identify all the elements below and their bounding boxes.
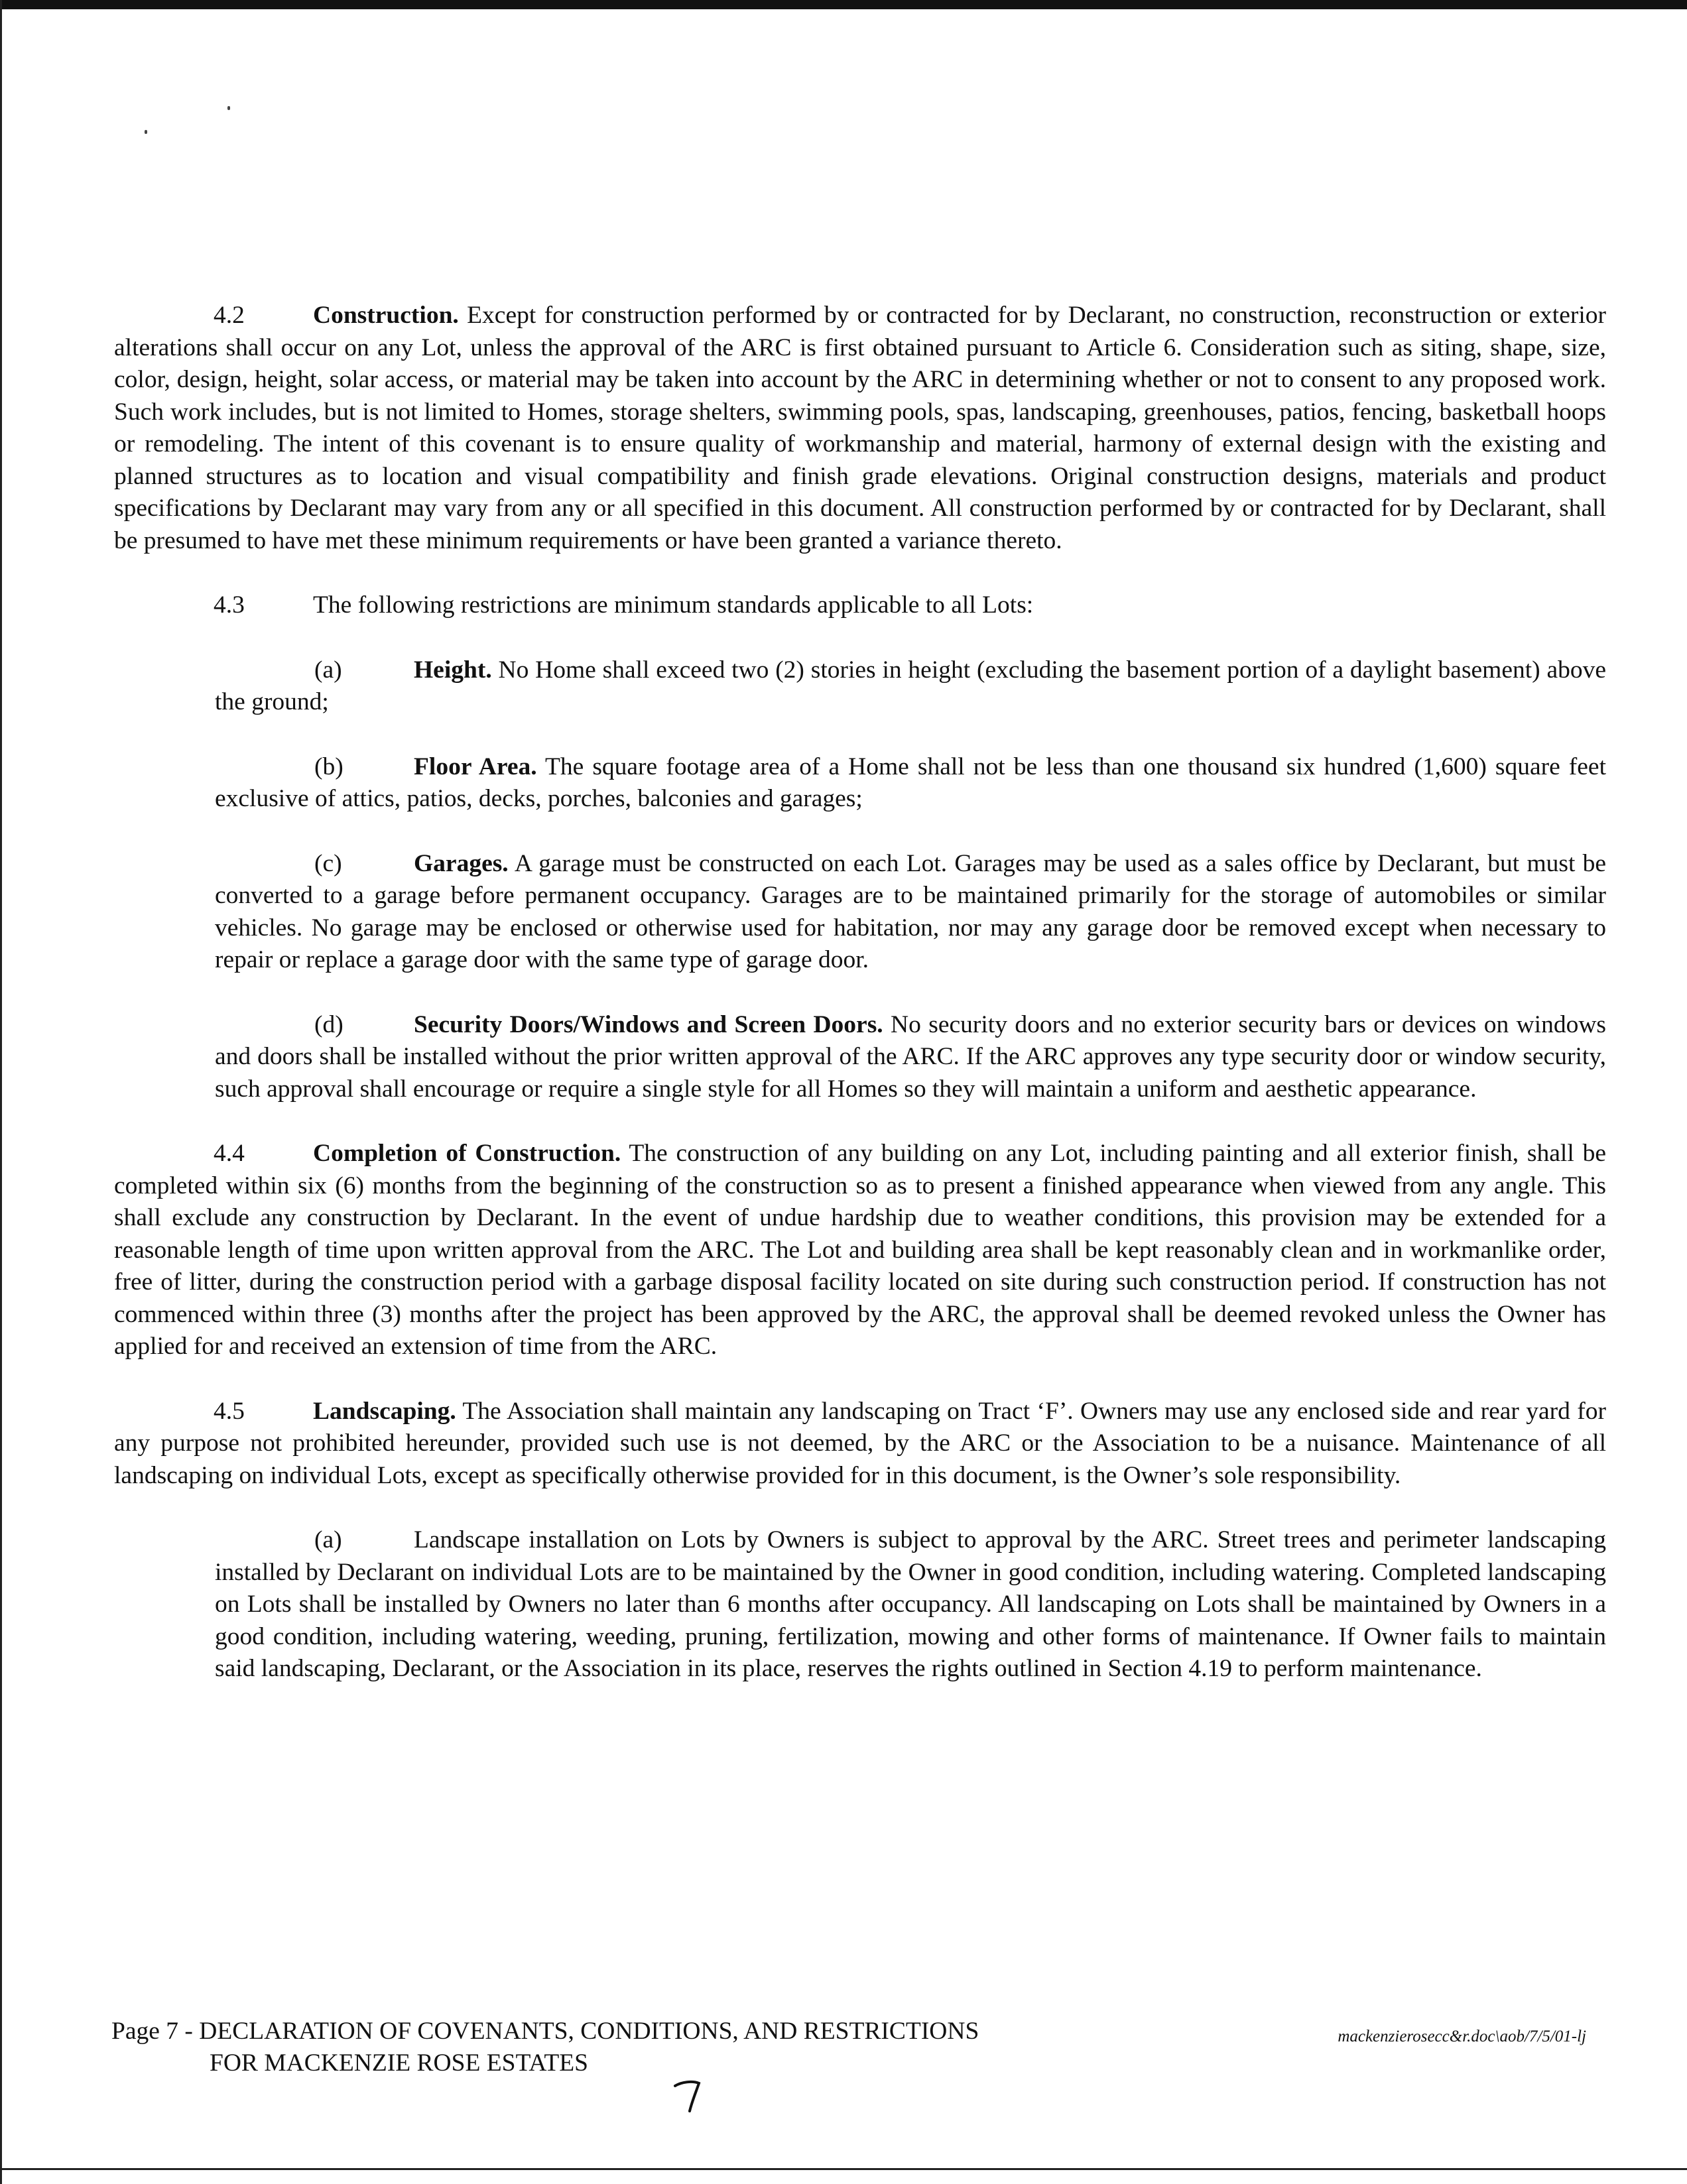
document-body <box>114 300 1606 1718</box>
section-4-4 <box>114 1138 1606 1363</box>
subsection-label: (a) <box>314 1526 342 1553</box>
section-text: The Association shall maintain any landscaping on Tract ‘F’. Owners may use any enclosed side and rear yard for any purpose not prohibited hereunder, provided such use is not deemed, by the ARC or the Association to be a nuisance. Maintenance of all landscaping on individual Lots, except as specifically otherwise provided for in this document, is the Owner’s sole responsibility. <box>114 1397 1606 1489</box>
subsection-text: Landscape installation on Lots by Owners is subject to approval by the ARC. Street trees and perimeter landscaping installed by Declarant on individual Lots are to be maintained by the Owner in good condition, including watering. Completed landscaping on Lots shall be installed by Owners no later than 6 months after occupancy. All landscaping on Lots shall be maintained by Owners in a good condition, including watering, weeding, pruning, fertilization, mowing and other forms of maintenance. If Owner fails to maintain said landscaping, Declarant, or the Association in its place, reserves the rights outlined in Section 4.19 to perform maintenance. <box>215 1526 1606 1682</box>
subsection-label: (a) <box>314 656 342 684</box>
file-reference: mackenzierosecc&r.doc\aob/7/5/01-lj <box>1338 2028 1586 2045</box>
scan-speck <box>145 130 147 134</box>
handwritten-page-number <box>672 2077 706 2117</box>
section-number: 4.2 <box>214 302 245 329</box>
scan-top-border <box>0 0 1687 9</box>
section-number: 4.5 <box>214 1397 245 1425</box>
section-heading: Completion of Construction. <box>313 1140 621 1167</box>
scan-speck <box>227 106 230 110</box>
subsection-label: (c) <box>314 849 342 877</box>
subsection-4-3-d <box>215 1009 1606 1106</box>
handwritten-seven-mark <box>672 2077 706 2114</box>
subsection-text: No security doors and no exterior security bars or devices on windows and doors shall be installed without the prior written approval of the ARC. If the ARC approves any type security door or window security, such approval shall encourage or require a single style for all Homes so they will maintain a uniform and aesthetic appearance. <box>215 1010 1607 1103</box>
subsection-4-5-a <box>215 1524 1606 1685</box>
scan-bottom-line <box>0 2168 1687 2170</box>
subsection-text: A garage must be constructed on each Lot. Garages may be used as a sales office by Declarant, but must be converted to a garage before permanent occupancy. Garages are to be maintained primarily for the storage of automobiles or similar vehicles. No garage may be enclosed or otherwise used for habitation, nor may any garage door be removed except when necessary to repair or replace a garage door with the same type of garage door. <box>215 849 1606 973</box>
subsection-4-3-c <box>215 848 1606 977</box>
footer-title-line-1: Page 7 - DECLARATION OF COVENANTS, CONDITIONS, AND RESTRICTIONS <box>111 2018 979 2045</box>
subsection-text: The square footage area of a Home shall not be less than one thousand six hundred (1,600) square feet exclusive of attics, patios, decks, porches, balconies and garages; <box>215 753 1606 812</box>
section-heading: Construction. <box>313 302 459 329</box>
section-number: 4.3 <box>214 591 245 619</box>
subsection-heading: Security Doors/Windows and Screen Doors. <box>414 1010 883 1038</box>
footer-title-line-2: FOR MACKENZIE ROSE ESTATES <box>210 2049 588 2077</box>
section-4-3 <box>114 589 1606 622</box>
page-footer <box>111 2016 1610 2079</box>
subsection-4-3-a <box>215 654 1606 719</box>
subsection-label: (b) <box>314 753 344 780</box>
section-text: Except for construction performed by or contracted for by Declarant, no construction, reconstruction or exterior alterations shall occur on any Lot, unless the approval of the ARC is first obtained pursuant to Article 6. Consideration such as siting, shape, size, color, design, height, solar access, or material may be taken into account by the ARC in determining whether or not to consent to any proposed work. Such work includes, but is not limited to Homes, storage shelters, swimming pools, spas, landscaping, greenhouses, patios, fencing, basketball hoops or remodeling. The intent of this covenant is to ensure quality of workmanship and material, harmony of external design with the existing and planned structures as to location and visual compatibility and finish grade elevations. Original construction designs, materials and product specifications by Declarant may vary from any or all specified in this document. All construction performed by or contracted for by Declarant, shall be presumed to have met these minimum requirements or have been granted a variance thereto. <box>114 302 1606 554</box>
section-text: The following restrictions are minimum standards applicable to all Lots: <box>313 591 1034 619</box>
subsection-4-3-b <box>215 751 1606 816</box>
section-heading: Landscaping. <box>313 1397 456 1425</box>
subsection-heading: Height. <box>414 656 492 684</box>
subsection-text: No Home shall exceed two (2) stories in height (excluding the basement portion of a daylight basement) above the ground; <box>215 656 1606 715</box>
section-text: The construction of any building on any Lot, including painting and all exterior finish, shall be completed within six (6) months from the beginning of the construction so as to present a finished appearance when viewed from any angle. This shall exclude any construction by Declarant. In the event of undue hardship due to weather conditions, this provision may be extended for a reasonable length of time upon written approval from the ARC. The Lot and building area shall be kept reasonably clean and in workmanlike order, free of litter, during the construction period with a garbage disposal facility located on site during such construction period. If construction has not commenced within three (3) months after the project has been approved by the ARC, the approval shall be deemed revoked unless the Owner has applied for and received an extension of time from the ARC. <box>114 1140 1606 1360</box>
subsection-label: (d) <box>314 1010 344 1038</box>
scan-left-border <box>0 0 2 2184</box>
subsection-heading: Floor Area. <box>414 753 537 780</box>
section-4-2 <box>114 300 1606 557</box>
subsection-heading: Garages. <box>414 849 509 877</box>
section-number: 4.4 <box>214 1140 245 1167</box>
section-4-5 <box>114 1396 1606 1492</box>
